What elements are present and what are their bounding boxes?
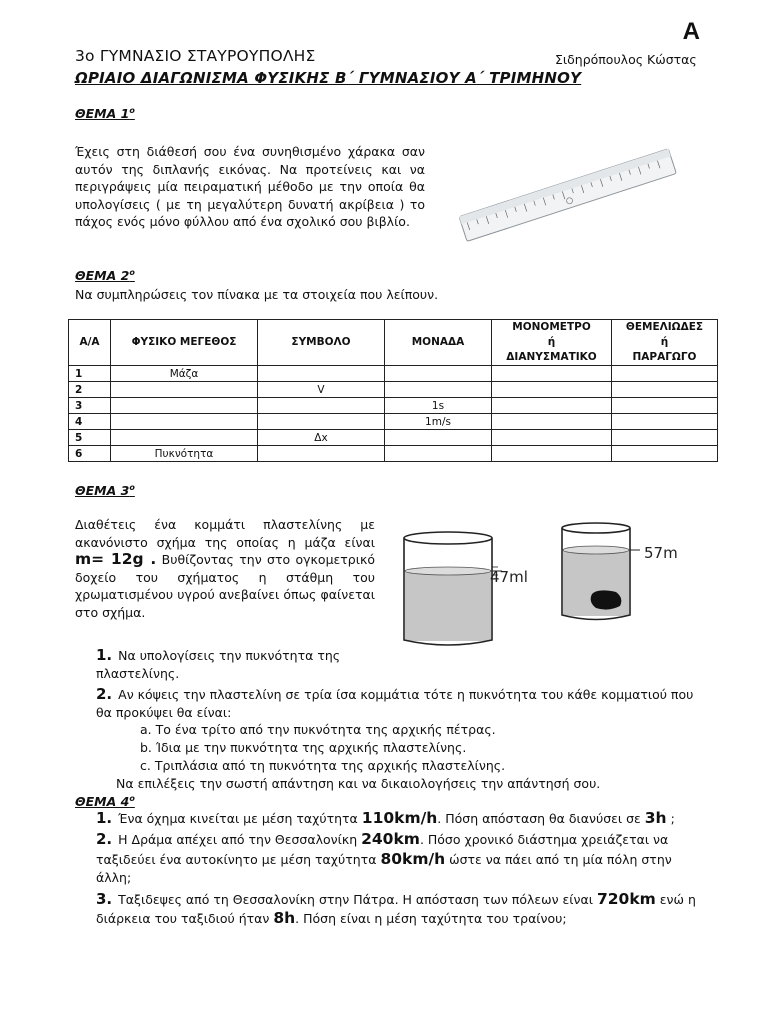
theme3-heading: ΘΕΜΑ $3^o$ bbox=[75, 483, 135, 499]
theme3-text: Διαθέτεις ένα κομμάτι πλαστελίνης με ακανόνιστο σχήμα της οποίας η μάζα είναι m= 12g . Βυθίζοντας την στο ογκομετρικό δοχείο του σχήματος η στάθμη του χρωματισμένου υγρού ανεβαίνει όπως φαίνεται στο σχήμα. bbox=[75, 517, 375, 620]
table-cell bbox=[258, 414, 385, 430]
volume-label-left: 47ml bbox=[490, 568, 528, 586]
table-header-5: ΘΕΜΕΛΙΩΔΕΣ ή ΠΑΡΑΓΩΓΟ bbox=[612, 320, 718, 366]
table-cell bbox=[111, 398, 258, 414]
option-a: a. Το ένα τρίτο από την πυκνότητα της αρχικής πέτρας. bbox=[140, 722, 496, 737]
physics-table bbox=[68, 319, 718, 462]
table-cell: 5 bbox=[69, 430, 111, 446]
table-header-1: ΦΥΣΙΚΟ ΜΕΓΕΘΟΣ bbox=[111, 320, 258, 366]
table-cell: Μάζα bbox=[111, 366, 258, 382]
table-cell: 2 bbox=[69, 382, 111, 398]
table-header-0: Α/Α bbox=[69, 320, 111, 366]
theme3-choose: Να επιλέξεις την σωστή απάντηση και να δικαιολογήσεις την απάντησή σου. bbox=[116, 776, 601, 791]
option-c: c. Τριπλάσια από τη πυκνότητα της αρχικής πλαστελίνης. bbox=[140, 758, 506, 773]
table-cell bbox=[492, 398, 612, 414]
table-cell bbox=[385, 446, 492, 462]
table-header-4: ΜΟΝΟΜΕΤΡΟ ή ΔΙΑΝΥΣΜΑΤΙΚΟ bbox=[492, 320, 612, 366]
theme1-text: Έχεις στη διάθεσή σου ένα συνηθισμένο χάρακα σαν αυτόν της διπλανής εικόνας. Να προτείνεις και να περιγράψεις μία πειραματική μέθοδο με την οποία θα υπολογίσεις ( με τη μεγαλύτερη δυνατή ακρίβεια ) το πάχος ενός μόνο φύλλου από ένα σχολικό σου βιβλίο. bbox=[75, 144, 425, 230]
mass-value: m= 12g . bbox=[75, 550, 157, 569]
theme1-heading: ΘΕΜΑ $1^o$ bbox=[75, 106, 135, 122]
table-row bbox=[69, 398, 718, 414]
table-cell: 4 bbox=[69, 414, 111, 430]
table-row bbox=[69, 414, 718, 430]
cylinder-left bbox=[398, 526, 538, 652]
theme4-heading: ΘΕΜΑ $4^o$ bbox=[75, 794, 135, 810]
table-cell: 1 bbox=[69, 366, 111, 382]
school-name: 3ο ΓΥΜΝΑΣΙΟ ΣΤΑΥΡΟΥΠΟΛΗΣ bbox=[75, 47, 316, 65]
table-cell bbox=[492, 382, 612, 398]
table-cell bbox=[612, 398, 718, 414]
table-cell bbox=[612, 382, 718, 398]
table-cell bbox=[385, 430, 492, 446]
table-cell: Πυκνότητα bbox=[111, 446, 258, 462]
table-cell bbox=[492, 414, 612, 430]
table-cell: Δx bbox=[258, 430, 385, 446]
author-name: Σιδηρόπουλος Κώστας bbox=[555, 52, 697, 67]
table-cell bbox=[111, 382, 258, 398]
table-cell: 6 bbox=[69, 446, 111, 462]
theme3-q1: 1. Να υπολογίσεις την πυκνότητα της πλαστελίνης. bbox=[96, 646, 341, 681]
exam-title: ΩΡΙΑΙΟ ΔΙΑΓΩΝΙΣΜΑ ΦΥΣΙΚΗΣ Β΄ ΓΥΜΝΑΣΙΟΥ Α΄ ΤΡΙΜΗΝΟΥ bbox=[75, 69, 582, 87]
table-cell bbox=[612, 414, 718, 430]
table-row bbox=[69, 366, 718, 382]
theme3-q2: 2. Αν κόψεις την πλαστελίνη σε τρία ίσα κομμάτια τότε η πυκνότητα του κάθε κομματιού που θα προκύψει θα είναι: bbox=[96, 685, 694, 720]
volume-label-right: 57m bbox=[644, 544, 678, 562]
table-cell: 3 bbox=[69, 398, 111, 414]
table-cell bbox=[492, 430, 612, 446]
table-header-2: ΣΥΜΒΟΛΟ bbox=[258, 320, 385, 366]
version-letter: Α bbox=[682, 18, 700, 45]
table-row bbox=[69, 446, 718, 462]
table-header-row bbox=[69, 320, 718, 366]
table-cell bbox=[385, 382, 492, 398]
table-row bbox=[69, 382, 718, 398]
table-body bbox=[69, 366, 718, 462]
theme4-q2: 2. Η Δράμα απέχει από την Θεσσαλονίκη 240km. Πόσο χρονικό διάστημα χρειάζεται να ταξιδεύει ένα αυτοκίνητο με μέση ταχύτητα 80km/h ώστε να πάει από τη μία πόλη στην άλλη; bbox=[96, 830, 672, 885]
table-cell bbox=[258, 446, 385, 462]
table-cell bbox=[612, 430, 718, 446]
table-cell bbox=[385, 366, 492, 382]
table-cell bbox=[258, 398, 385, 414]
theme2-heading: ΘΕΜΑ $2^o$ bbox=[75, 268, 135, 284]
table-cell: V bbox=[258, 382, 385, 398]
table-cell bbox=[258, 366, 385, 382]
table-cell bbox=[612, 446, 718, 462]
table-cell bbox=[492, 366, 612, 382]
theme4-q1: 1. Ένα όχημα κινείται με μέση ταχύτητα 110km/h. Πόση απόσταση θα διανύσει σε 3h ; bbox=[96, 809, 675, 827]
table-cell: 1s bbox=[385, 398, 492, 414]
table-cell bbox=[492, 446, 612, 462]
ruler-illustration bbox=[452, 148, 684, 244]
table-cell bbox=[111, 414, 258, 430]
table-cell bbox=[111, 430, 258, 446]
option-b: b. Ίδια με την πυκνότητα της αρχικής πλαστελίνης. bbox=[140, 740, 467, 755]
cylinder-right bbox=[558, 520, 708, 626]
theme4-q3: 3. Ταξιδεψες από τη Θεσσαλονίκη στην Πάτρα. Η απόσταση των πόλεων είναι 720km ενώ η διάρκεια του ταξιδιού ήταν 8h. Πόση είναι η μέση ταχύτητα του τραίνου; bbox=[96, 890, 696, 927]
table-cell: 1m/s bbox=[385, 414, 492, 430]
table-cell bbox=[612, 366, 718, 382]
table-row bbox=[69, 430, 718, 446]
theme2-text: Να συμπληρώσεις τον πίνακα με τα στοιχεία που λείπουν. bbox=[75, 287, 439, 302]
table-header-3: ΜΟΝΑΔΑ bbox=[385, 320, 492, 366]
